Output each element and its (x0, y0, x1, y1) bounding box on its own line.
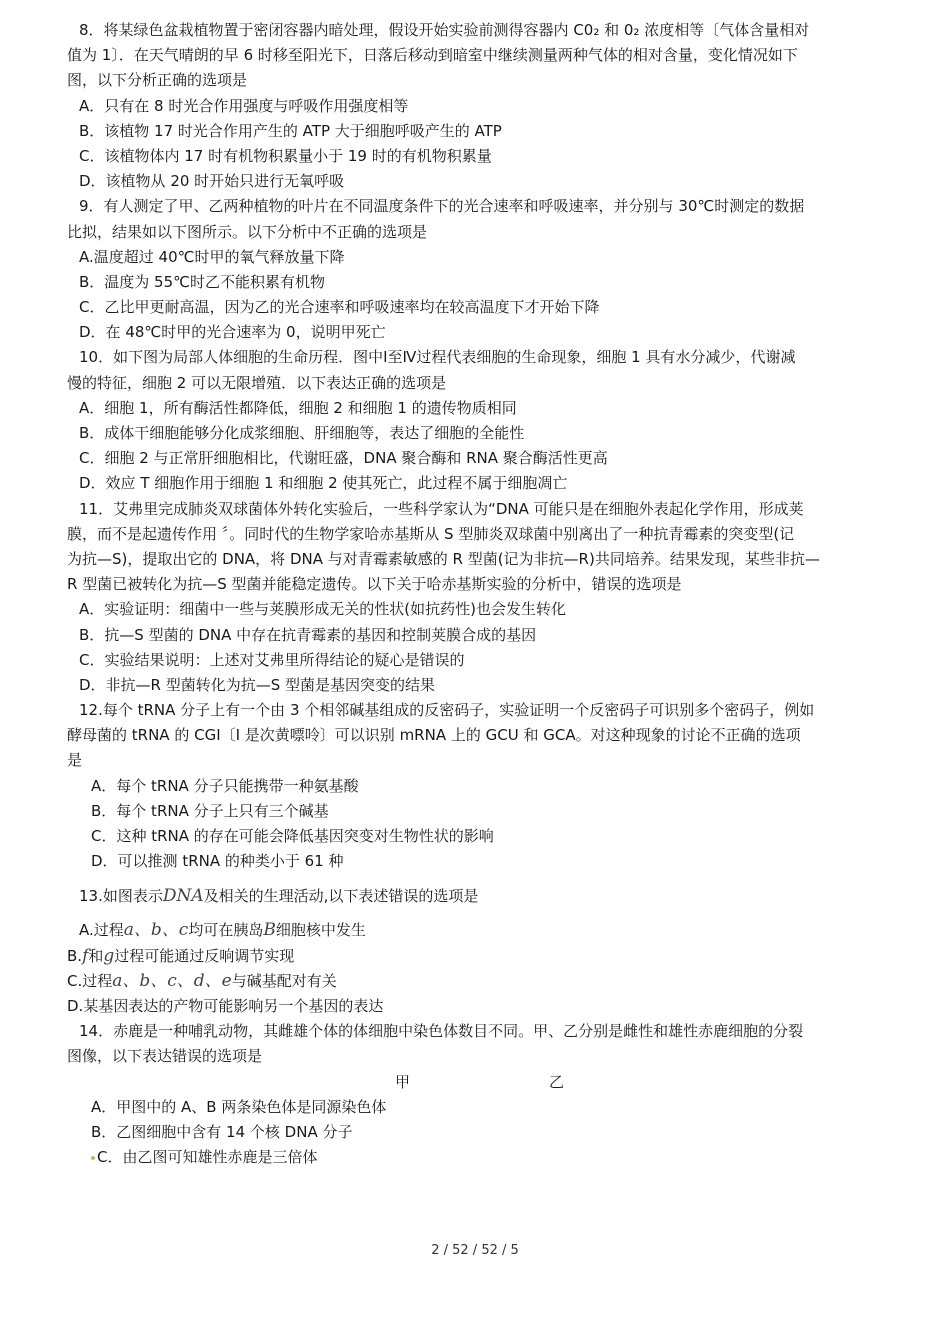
figure-label-yi: 乙 (549, 1072, 565, 1091)
q10-option-d: D．效应 T 细胞作用于细胞 1 和细胞 2 使其死亡，此过程不属于细胞凋亡 (79, 474, 568, 493)
q14-figure-labels (67, 1070, 887, 1095)
question-9 (67, 194, 887, 345)
question-12 (67, 698, 887, 874)
q11-stem-line-1: 11．艾弗里完成肺炎双球菌体外转化实验后，一些科学家认为“DNA 可能只是在细胞外表起化学作用，形成荚 (79, 499, 804, 518)
q13-b-symbol-f: f (82, 945, 89, 966)
q12-option-b: B．每个 tRNA 分子上只有三个碱基 (91, 801, 329, 820)
question-14 (67, 1019, 887, 1170)
stray-dot-mark (91, 1156, 95, 1160)
q13-c-symbols: a、b、c、d、e (112, 970, 232, 991)
q11-stem-line-2: 膜，而不是起遗传作用 〞。同时代的生物学家哈赤基斯从 S 型肺炎双球菌中别离出了一种抗青霉素的突变型(记 (67, 524, 795, 543)
question-8 (67, 18, 887, 194)
q10-stem-line-1: 10．如下图为局部人体细胞的生命历程．图中Ⅰ至Ⅳ过程代表细胞的生命现象，细胞 1 具有水分减少，代谢减 (79, 348, 796, 367)
q13-stem-pre: 13.如图表示 (79, 887, 163, 906)
question-body (67, 18, 887, 1170)
q14-option-c (67, 1145, 887, 1170)
q9-stem-line-2: 比拟，结果如以下图所示。以下分析中不正确的选项是 (67, 222, 428, 241)
q13-a-symbols: a、b、c (123, 920, 189, 941)
q14-option-b: B．乙图细胞中含有 14 个核 DNA 分子 (91, 1122, 353, 1141)
q11-option-a: A．实验证明：细菌中一些与荚膜形成无关的性状(如抗药性)也会发生转化 (79, 600, 566, 619)
q13-c-post: 与碱基配对有关 (231, 971, 337, 990)
q11-option-d: D．非抗—R 型菌转化为抗—S 型菌是基因突变的结果 (79, 675, 436, 694)
question-13 (67, 874, 887, 1019)
q8-stem-line-1: 8．将某绿色盆栽植物置于密闭容器内暗处理，假设开始实验前测得容器内 C0₂ 和 0₂ 浓度相等〔气体含量相对 (79, 21, 810, 39)
question-11 (67, 497, 887, 699)
q9-option-a: A.温度超过 40℃时甲的氧气释放量下降 (79, 247, 345, 266)
q11-stem-line-3: 为抗—S)，提取出它的 DNA，将 DNA 与对青霉素敏感的 R 型菌(记为非抗—R)共同培养。结果发现，某些非抗— (67, 549, 820, 568)
q10-option-a: A．细胞 1，所有酶活性都降低，细胞 2 和细胞 1 的遗传物质相同 (79, 398, 517, 417)
q8-option-d: D．该植物从 20 时开始只进行无氧呼吸 (79, 172, 345, 191)
q14-option-c-text: C．由乙图可知雄性赤鹿是三倍体 (97, 1148, 318, 1167)
q13-option-d: D.某基因表达的产物可能影响另一个基因的表达 (67, 996, 384, 1015)
q12-stem-line-1: 12.每个 tRNA 分子上有一个由 3 个相邻碱基组成的反密码子，实验证明一个反密码子可识别多个密码子，例如 (79, 701, 815, 720)
q9-option-d: D．在 48℃时甲的光合速率为 0，说明甲死亡 (79, 323, 386, 342)
q10-option-b: B．成体干细胞能够分化成浆细胞、肝细胞等，表达了细胞的全能性 (79, 424, 525, 442)
q12-option-d: D．可以推测 tRNA 的种类小于 61 种 (91, 852, 344, 871)
question-10 (67, 345, 887, 496)
q12-stem-line-2: 酵母菌的 tRNA 的 CGI〔I 是次黄嘌呤〕可以识别 mRNA 上的 GCU 和 GCA。对这种现象的讨论不正确的选项 (67, 726, 801, 745)
q13-stem (67, 874, 887, 918)
q13-option-a (67, 918, 887, 943)
q11-option-b: B．抗—S 型菌的 DNA 中存在抗青霉素的基因和控制荚膜合成的基因 (79, 625, 537, 644)
q10-stem-line-2: 慢的特征，细胞 2 可以无限增殖．以下表达正确的选项是 (67, 373, 447, 392)
q10-option-c: C．细胞 2 与正常肝细胞相比，代谢旺盛，DNA 聚合酶和 RNA 聚合酶活性更高 (79, 449, 608, 468)
q13-dna-symbol: DNA (162, 886, 204, 907)
page-number-footer: 2 / 52 / 52 / 5 (431, 1243, 519, 1258)
q13-a-mid: 均可在胰岛 (188, 921, 264, 940)
q11-stem-line-4: R 型菌已被转化为抗—S 型菌并能稳定遗传。以下关于哈赤基斯实验的分析中，错误的选项是 (67, 575, 682, 594)
q9-option-c: C．乙比甲更耐高温，因为乙的光合速率和呼吸速率均在较高温度下才开始下降 (79, 298, 600, 317)
q13-stem-post: 及相关的生理活动,以下表述错误的选项是 (203, 887, 479, 906)
q13-option-b (67, 944, 887, 969)
q13-b-pre: B. (67, 946, 83, 965)
q8-stem-line-3: 图，以下分析正确的选项是 (67, 71, 248, 90)
q14-stem-line-2: 图像，以下表达错误的选项是 (67, 1047, 263, 1066)
q9-option-b: B．温度为 55℃时乙不能积累有机物 (79, 272, 325, 291)
q13-a-pre: A.过程 (79, 921, 124, 940)
q8-stem-line-2: 值为 1〕．在天气晴朗的早 6 时移至阳光下，日落后移动到暗室中继续测量两种气体的相对含量，变化情况如下 (67, 46, 798, 65)
q13-c-pre: C.过程 (67, 971, 113, 990)
q8-option-b: B．该植物 17 时光合作用产生的 ATP 大于细胞呼吸产生的 ATP (79, 121, 502, 140)
q8-option-c: C．该植物体内 17 时有机物积累量小于 19 时的有机物积累量 (79, 146, 492, 165)
q12-option-a: A．每个 tRNA 分子只能携带一种氨基酸 (91, 776, 359, 795)
q8-option-a: A．只有在 8 时光合作用强度与呼吸作用强度相等 (79, 96, 409, 115)
q13-a-post: 细胞核中发生 (275, 921, 366, 940)
q9-stem-line-1: 9．有人测定了甲、乙两种植物的叶片在不同温度条件下的光合速率和呼吸速率，并分别与 30℃时测定的数据 (79, 197, 805, 216)
figure-label-jia: 甲 (395, 1072, 411, 1091)
q13-a-symbol-b: B (263, 920, 276, 941)
q11-option-c: C．实验结果说明：上述对艾弗里所得结论的疑心是错误的 (79, 650, 465, 669)
q13-b-mid: 和 (88, 946, 104, 965)
q12-option-c: C．这种 tRNA 的存在可能会降低基因突变对生物性状的影响 (91, 827, 494, 845)
q14-stem-line-1: 14．赤鹿是一种哺乳动物，其雌雄个体的体细胞中染色体数目不同。甲、乙分别是雌性和雄性赤鹿细胞的分裂 (79, 1022, 804, 1041)
q13-option-c (67, 969, 887, 994)
q14-option-a: A．甲图中的 A、B 两条染色体是同源染色体 (91, 1097, 387, 1116)
q13-b-symbol-g: g (103, 945, 115, 966)
q12-stem-line-3: 是 (67, 751, 83, 770)
q13-b-post: 过程可能通过反响调节实现 (114, 946, 295, 965)
